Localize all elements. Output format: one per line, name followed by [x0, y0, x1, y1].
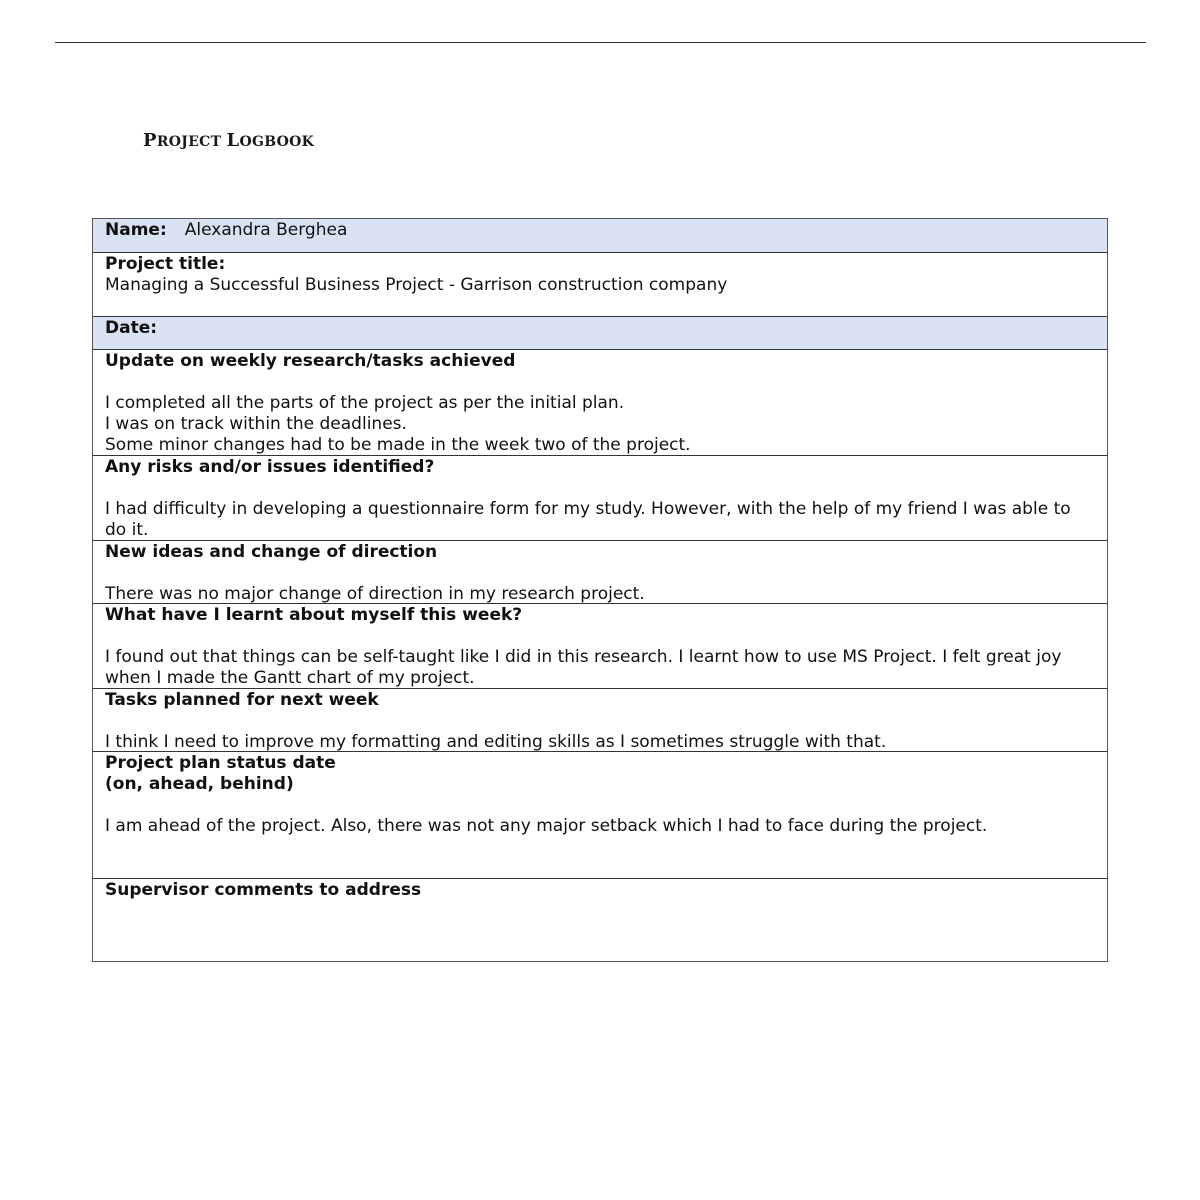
status-row: [93, 751, 1107, 878]
project-title-value: Managing a Successful Business Project - Garrison construction company: [105, 275, 728, 295]
name-value: Alexandra Berghea: [184, 220, 348, 240]
supervisor-label: Supervisor comments to address: [105, 880, 422, 900]
tasks-next-week-text: I think I need to improve my formatting and editing skills as I sometimes struggle with that.: [105, 732, 887, 751]
header-rule: [55, 42, 1146, 43]
project-title-label: Project title:: [105, 254, 226, 274]
supervisor-row: [93, 878, 1107, 961]
weekly-update-label: Update on weekly research/tasks achieved: [105, 351, 516, 371]
weekly-update-line: I completed all the parts of the project as per the initial plan.: [105, 393, 625, 413]
date-row: [93, 316, 1107, 349]
document-title: PROJECT LOGBOOK: [143, 130, 315, 151]
risks-label: Any risks and/or issues identified?: [105, 457, 435, 477]
learnt-text: I found out that things can be self-taught like I did in this research. I learnt how to use MS Project. I felt great joy when I made the Gantt chart of my project.: [105, 647, 1062, 688]
name-label: Name:: [105, 220, 167, 240]
status-text: I am ahead of the project. Also, there was not any major setback which I had to face during the project.: [105, 816, 988, 836]
learnt-label: What have I learnt about myself this week?: [105, 605, 523, 625]
status-sublabel: (on, ahead, behind): [105, 774, 294, 794]
learnt-row: [93, 603, 1107, 688]
new-ideas-text: There was no major change of direction in my research project.: [105, 584, 645, 603]
name-row: [93, 219, 1107, 252]
risks-text: I had difficulty in developing a questionnaire form for my study. However, with the help of my friend I was able to do it.: [105, 499, 1071, 540]
tasks-next-week-row: [93, 688, 1107, 751]
date-label: Date:: [105, 318, 158, 338]
weekly-update-row: [93, 349, 1107, 455]
status-label: Project plan status date: [105, 753, 336, 773]
new-ideas-row: [93, 540, 1107, 603]
tasks-next-week-label: Tasks planned for next week: [105, 690, 379, 710]
project-title-row: [93, 252, 1107, 316]
weekly-update-line: Some minor changes had to be made in the week two of the project.: [105, 435, 691, 455]
logbook-table: [92, 218, 1108, 962]
new-ideas-label: New ideas and change of direction: [105, 542, 438, 562]
weekly-update-line: I was on track within the deadlines.: [105, 414, 407, 434]
risks-row: [93, 455, 1107, 540]
